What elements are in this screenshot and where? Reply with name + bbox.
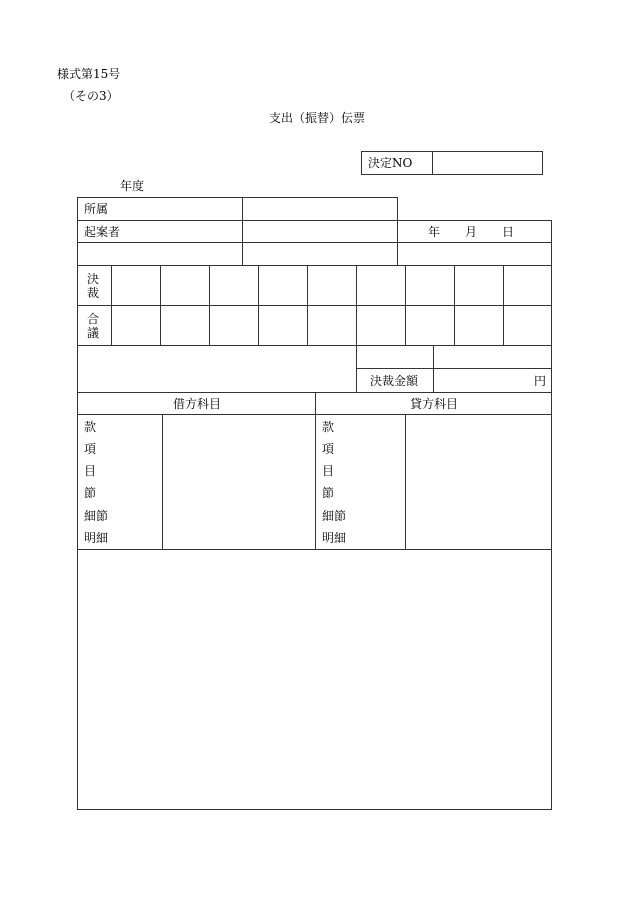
- approval-col-line: [160, 265, 161, 345]
- approval-col-line: [356, 265, 357, 392]
- date-year-label: 年: [428, 225, 441, 239]
- approval-col-line: [258, 265, 259, 345]
- debit-item-meisai: 明細: [84, 531, 109, 545]
- table-line-info-col1: [242, 197, 243, 265]
- decision-no-box-top: [361, 151, 543, 152]
- table-line-top: [77, 197, 397, 198]
- form-code: 様式第15号: [57, 67, 121, 81]
- consultation-label: 合 議: [86, 312, 99, 340]
- debit-header: 借方科目: [173, 397, 222, 411]
- decision-no-box-bottom: [361, 174, 543, 175]
- table-line-approval-top: [77, 265, 552, 266]
- table-line-bottom: [77, 809, 552, 810]
- debit-item-kou: 項: [84, 442, 97, 456]
- approval-col-line: [405, 265, 406, 345]
- date-day-label: 日: [502, 225, 515, 239]
- approval-col-line: [307, 265, 308, 345]
- remarks-area[interactable]: [78, 550, 551, 809]
- credit-item-meisai: 明細: [322, 531, 347, 545]
- credit-item-kan: 款: [322, 420, 335, 434]
- yen-unit-label: 円: [534, 374, 547, 388]
- date-month-label: 月: [465, 225, 478, 239]
- debit-item-kan: 款: [84, 420, 97, 434]
- decision-amount-label: 決裁金額: [370, 374, 419, 388]
- table-line-row3: [77, 242, 552, 243]
- credit-items-divider: [405, 414, 406, 549]
- decision-no-box-left: [361, 151, 362, 175]
- credit-item-moku: 目: [322, 464, 335, 478]
- debit-item-saisetsu: 細節: [84, 509, 109, 523]
- approval-col-line: [209, 265, 210, 345]
- decision-no-box-right: [542, 151, 543, 175]
- amount-col-line: [433, 345, 434, 392]
- document-title: 支出（振替）伝票: [269, 111, 366, 125]
- department-label: 所属: [84, 202, 109, 216]
- credit-header: 貸方科目: [410, 397, 459, 411]
- table-line-amount-mid: [356, 368, 552, 369]
- fiscal-year-label: 年度: [120, 179, 145, 193]
- approval-col-line: [454, 265, 455, 345]
- decision-no-label: 決定NO: [368, 156, 413, 170]
- table-line-approval-mid: [77, 305, 552, 306]
- decision-no-box-divider: [432, 151, 433, 175]
- table-line-approval-bottom: [77, 345, 552, 346]
- approval-col-line: [503, 265, 504, 345]
- debit-item-setsu: 節: [84, 486, 97, 500]
- approval-col-line: [111, 265, 112, 345]
- table-line-right: [551, 220, 552, 810]
- credit-item-saisetsu: 細節: [322, 509, 347, 523]
- debit-items-divider: [162, 414, 163, 549]
- form-variant: （その3）: [63, 89, 119, 103]
- debit-item-moku: 目: [84, 464, 97, 478]
- accounts-center-divider: [315, 392, 316, 549]
- decision-approval-label: 決 裁: [86, 272, 99, 300]
- table-line-row2: [77, 220, 552, 221]
- credit-item-kou: 項: [322, 442, 335, 456]
- table-line-dept-right: [397, 197, 398, 220]
- credit-item-setsu: 節: [322, 486, 335, 500]
- drafter-label: 起案者: [84, 225, 121, 239]
- table-line-info-col2: [397, 220, 398, 265]
